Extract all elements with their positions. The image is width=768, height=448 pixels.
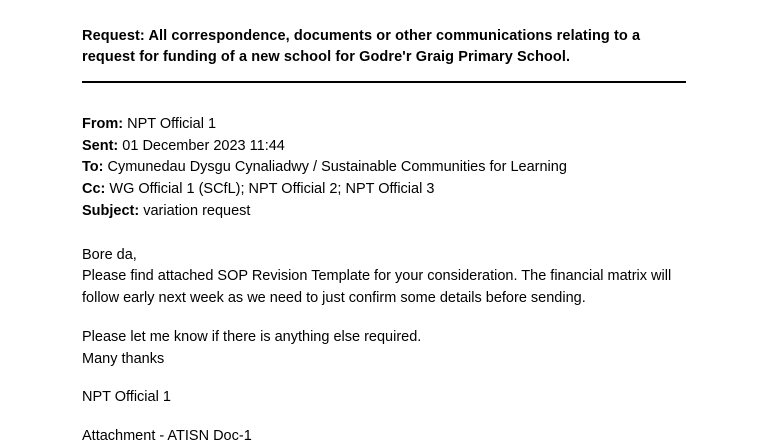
- to-value: Cymunedau Dysgu Cynaliadwy / Sustainable Communities for Learning: [107, 159, 567, 176]
- from-label: From:: [82, 115, 124, 132]
- body-closing: Many thanks: [82, 350, 165, 367]
- body-attachment: Attachment - ATISN Doc-1: [82, 428, 252, 445]
- email-header-row-from: [82, 114, 686, 136]
- body-greeting: Bore da,: [82, 246, 137, 263]
- email-header-block: [82, 114, 686, 223]
- cc-label: Cc:: [82, 181, 106, 198]
- request-label: Request:: [82, 28, 145, 44]
- email-body: [82, 245, 686, 448]
- request-statement: [82, 26, 686, 69]
- subject-value: variation request: [143, 202, 251, 219]
- from-value: NPT Official 1: [127, 115, 217, 132]
- sent-label: Sent:: [82, 137, 119, 154]
- email-header-row-cc: [82, 179, 686, 201]
- email-header-row-to: [82, 157, 686, 179]
- sent-value: 01 December 2023 11:44: [122, 137, 285, 154]
- body-spacer-1: [82, 310, 686, 327]
- cc-value: WG Official 1 (SCfL); NPT Official 2; NPT Official 3: [109, 181, 435, 198]
- body-signature: NPT Official 1: [82, 389, 171, 406]
- horizontal-rule: [82, 81, 686, 83]
- subject-label: Subject:: [82, 202, 140, 219]
- email-header-row-sent: [82, 136, 686, 158]
- body-paragraph-1: Please find attached SOP Revision Template for your consideration. The financial matrix will follow early next week as we need to just confirm some details before sending.: [82, 268, 672, 307]
- body-paragraph-2: Please let me know if there is anything else required.: [82, 328, 422, 345]
- body-spacer-3: [82, 409, 686, 426]
- to-label: To:: [82, 159, 104, 176]
- request-text: All correspondence, documents or other communications relating to a request for funding of a new school for Godre'r Graig Primary School.: [82, 28, 641, 66]
- email-header-row-subject: [82, 201, 686, 223]
- body-spacer-2: [82, 370, 686, 387]
